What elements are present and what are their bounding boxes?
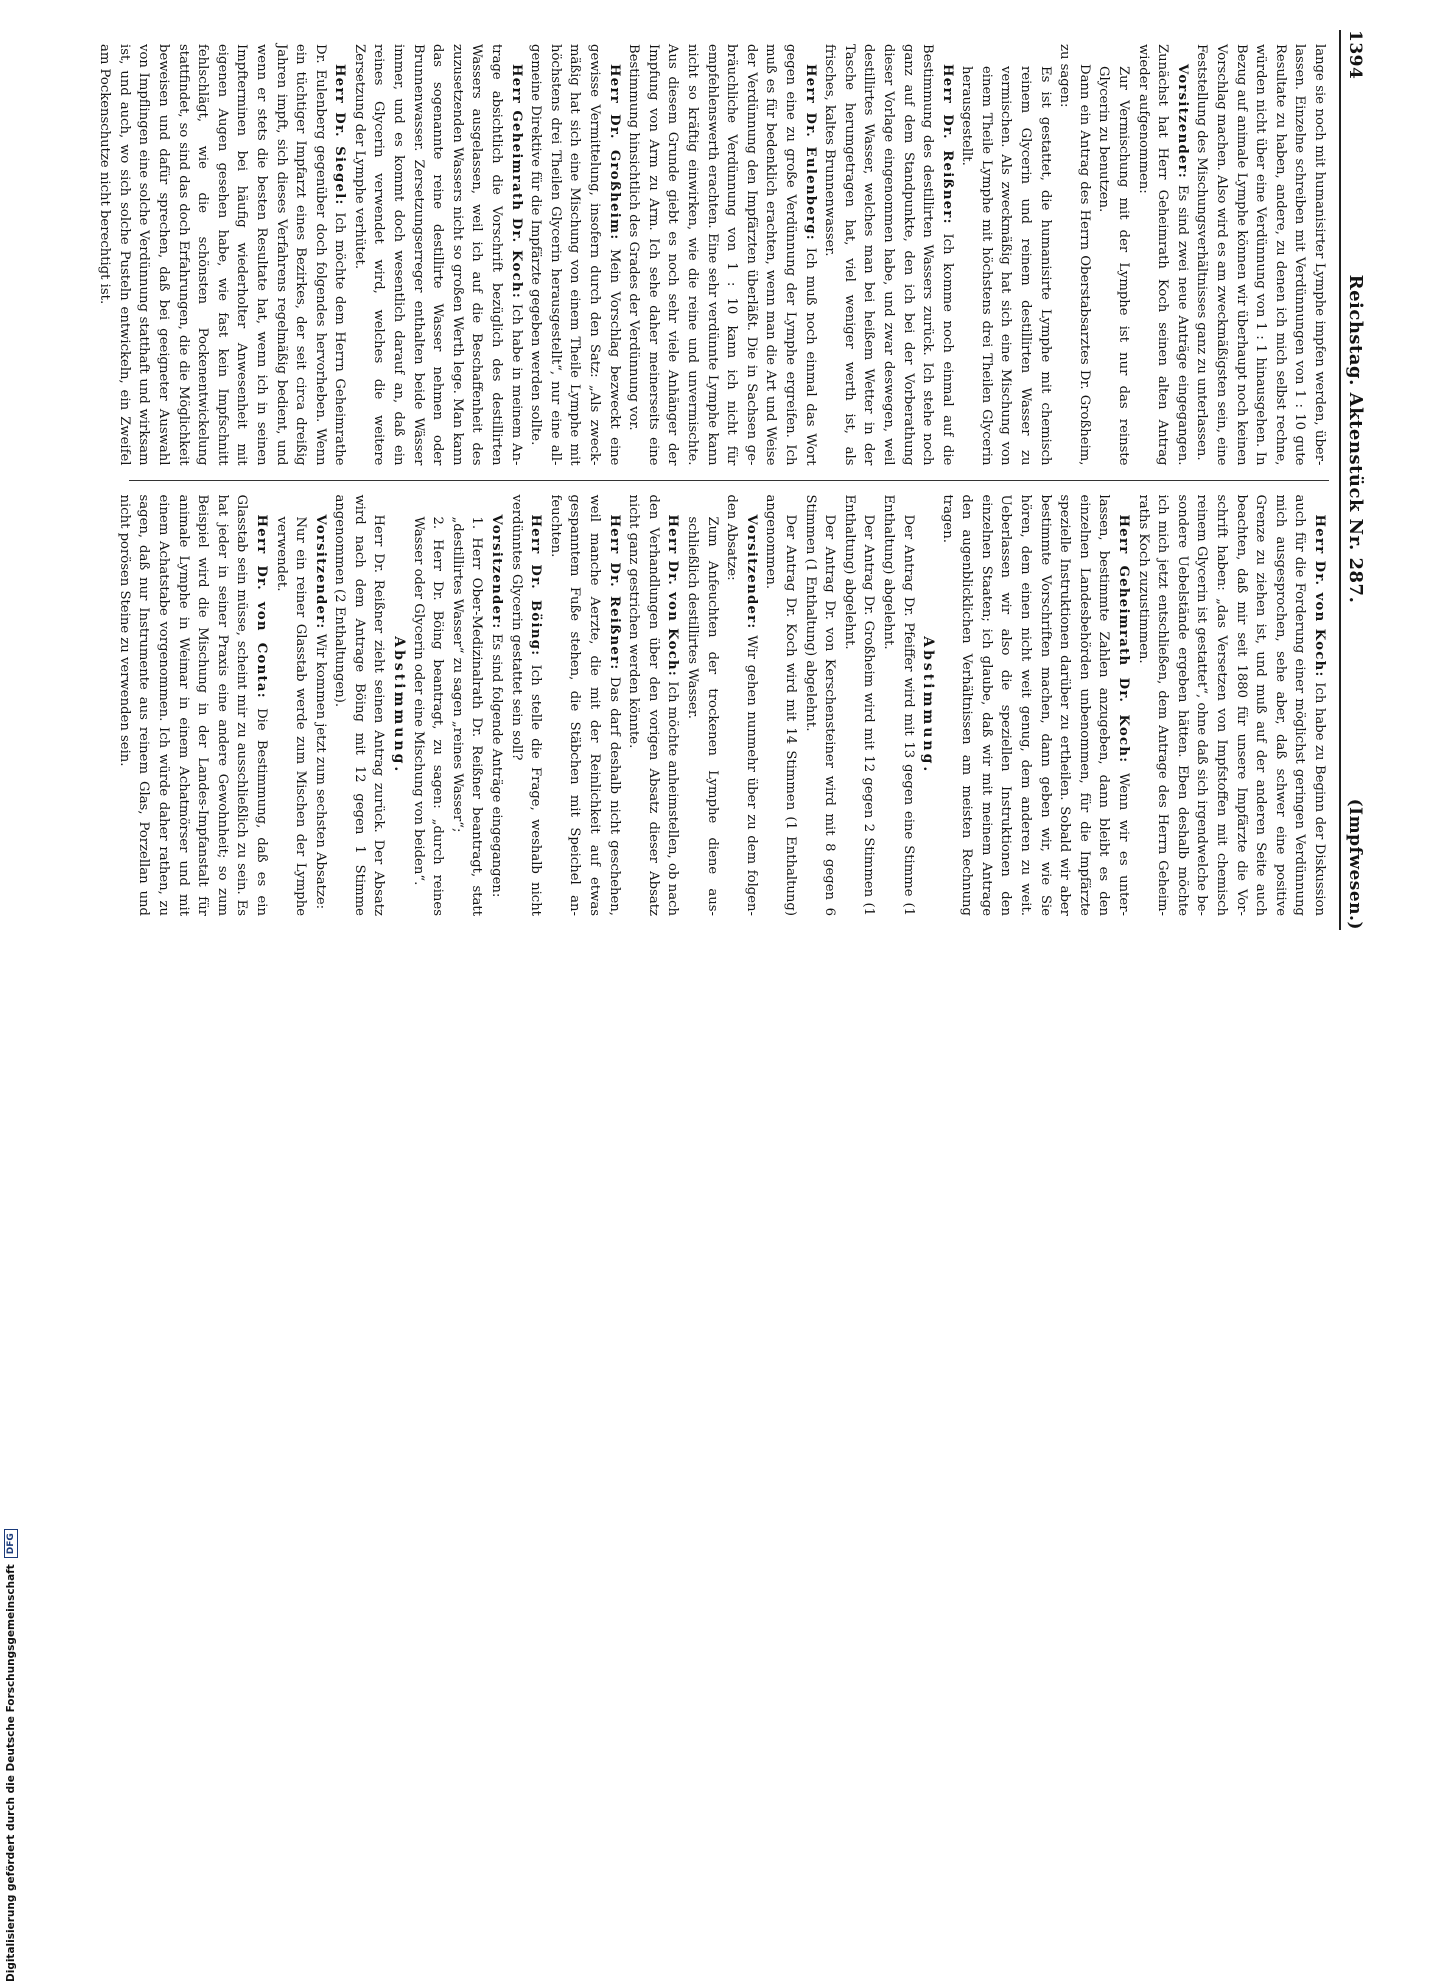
speaker-name: Vorsitzender: — [489, 514, 505, 630]
paragraph: Vorsitzender: Es sind zwei neue Anträge eingegangen. Zunächst hat Herr Geheimrath Koch seinen alten Antrag wieder aufgenommen: — [1135, 44, 1190, 466]
paragraph: Herr Dr. Reißner: Das darf deshalb nicht geschehen, weil manche Aerzte, die mit der Reinlichkeit auf etwas gespanntem Fuße stehen, die Stäbchen mit Speichel anfeuchten. — [547, 494, 622, 916]
quoted-motion: Zum Anfeuchten der trockenen Lymphe diene ausschließlich destillirtes Wasser. — [685, 516, 720, 916]
speaker-name: Herr Dr. Böing: — [528, 514, 544, 657]
speaker-name: Herr Dr. Großheim: — [606, 64, 622, 241]
paragraph: Der Antrag Dr. Pfeiffer wird mit 13 gegen eine Stimme (1 Enthaltung) abgelehnt. — [880, 494, 916, 916]
page-subtitle: (Impfwesen.) — [1345, 798, 1365, 930]
paragraph: Herr Geheimrath Dr. Koch: Ich habe in meinem Antrage absichtlich die Vorschrift bezüglich des destillirten Wassers ausgelassen, weil ich auf die Beschaffenheit des zuzusetzenden Wassers nicht so großen Werth lege. Man kann das sogenannte reine destillirte Wasser nehmen oder Brunnenwasser. Zersetzungserreger enthalten beide Wässer immer, und es kommt doch wesentlich darauf an, daß ein reines Glycerin verwendet wird, welches die weitere Zersetzung der Lymphe verhütet. — [351, 44, 524, 466]
paragraph: Vorsitzender: Wir kommen jetzt zum sechsten Absatze: — [312, 514, 328, 910]
page-number: 1394 — [1345, 30, 1365, 80]
page-header — [1339, 30, 1366, 930]
section-heading: Abstimmung. — [920, 636, 937, 775]
quoted-motion: Es ist gestattet, die humanisirte Lymphe mit chemisch reinem Glycerin und reinem destillirten Wasser zu vermischen. Als zweckmäßig hat sich eine Mischung von einem Theile Lymphe mit höchstens drei Theilen Glycerin herausgestellt. — [959, 66, 1053, 466]
speaker-name: Herr Dr. von Koch: — [665, 514, 681, 678]
speaker-name: Herr Dr. Siegel: — [332, 64, 348, 206]
paragraph: Herr Dr. von Conta: Die Bestimmung, daß es ein Glasstab sein müsse, scheint mir zu ausschließlich zu sein. Es hat jeder in seiner Praxis eine andere Gewohnheit; so zum Beispiel wird die Mischung in der Landes-Impfanstalt für animale Lymphe in Weimar in einem Achatmörser und mit einem Achatstabe vorgenommen. Ich würde daher rathen, zu sagen, daß nur Instrumente aus reinem Glas, Porzellan und nicht porösen Steine zu verwenden sein. — [116, 494, 269, 916]
speaker-name: Herr Dr. Reißner: — [939, 64, 955, 225]
speaker-name: Herr Geheimrath Dr. Koch: — [508, 64, 524, 299]
credit-text: Digitalisierung gefördert durch die Deutsche Forschungsgemeinschaft — [5, 1564, 17, 1982]
quoted-motion: Zur Vermischung mit der Lymphe ist nur das reinste Glycerin zu benutzen. — [1096, 66, 1132, 466]
paragraph: Dann ein Antrag des Herrn Oberstabsarztes Dr. Großheim, zu sagen: — [1057, 44, 1092, 466]
paragraph: Herr Dr. Reißner: Ich komme noch einmal auf die Bestimmung des destillirten Wassers zurück. Ich stehe noch ganz auf dem Standpunkte, den ich bei der Vorberathung dieser Vorlage eingenommen habe, und zwar deswegen, weil destillirtes Wasser, welches man bei heißem Wetter in der Tasche herumgetragen hat, viel weniger werth ist, als frisches, kaltes Brunnenwasser. — [822, 44, 955, 466]
list-item: 1. Herr Ober-Medizinalrath Dr. Reißner beantragt, statt „destillirtes Wasser“ zu sagen „reines Wasser“; — [449, 516, 485, 916]
paragraph: Herr Dr. Siegel: Ich möchte dem Herrn Geheimrathe Dr. Eulenberg gegenüber doch folgendes hervorheben. Wenn ein tüchtiger Impfarzt eines Bezirkes, der seit circa dreißig Jahren impft, sich dieses Verfahrens regelmäßig bedient, und wenn er stets die besten Resultate hat, wenn ich in seinen Impfterminen bei häufig wiederholter Anwesenheit mit eigenen Augen gesehen habe, wie fast kein Impfschnitt fehlschlägt, wie die schönsten Pockenentwickelung stattfindet, so sind das doch Erfahrungen, die die Möglichkeit beweisen und dafür sprechen, daß bei geeigneter Auswahl von Impflingen eine solche Verdünnung statthaft und wirksam ist, und auch, wo sich solche Pusteln entwickeln, ein Zweifel am Pockenschutze nicht berechtigt ist. — [97, 44, 348, 466]
speaker-name: Herr Dr. von Koch: — [1312, 514, 1327, 678]
speaker-name: Herr Dr. von Conta: — [253, 514, 269, 699]
paragraph: Der Antrag Dr. Großheim wird mit 12 gegen 2 Stimmen (1 Enthaltung) abgelehnt. — [841, 494, 877, 916]
section-heading: Abstimmung. — [391, 636, 408, 775]
paragraph: Vorsitzender: Es sind folgende Anträge eingegangen: — [489, 514, 505, 898]
left-column — [97, 30, 1329, 480]
paragraph: Herr Dr. Eulenberg: Ich muß noch einmal das Wort gegen eine zu große Verdünnung der Lymphe ergreifen. Ich muß es für bedenklich erachten, wenn man die Art und Weise der Verdünnung den Impfärzten überläßt. Die in Sachsen gebräuchliche Verdünnung von 1 : 10 kann ich nicht für empfehlenswerth erachten. Eine sehr verdünnte Lymphe kann nicht so kräftig einwirken, wie die reine und unvermischte. Aus diesem Grunde giebt es noch sehr viele Anhänger der Impfung von Arm zu Arm. Ich sehe daher meinerseits eine Bestimmung hinsichtlich des Grades der Verdünnung vor. — [626, 44, 818, 466]
paragraph: Der Antrag Dr. Koch wird mit 14 Stimmen (1 Enthaltung) angenommen. — [763, 494, 798, 916]
paragraph: Der Antrag Dr. von Kerschensteiner wird mit 8 gegen 6 Stimmen (1 Enthaltung) abgelehnt. — [802, 494, 838, 916]
quoted-motion: Nur ein reiner Glasstab werde zum Mischen der Lymphe verwendet. — [273, 516, 309, 916]
page-title: Reichstag. Aktenstück Nr. 287. — [1345, 274, 1366, 604]
paragraph: lange sie noch mit humanisirter Lymphe impfen werden, überlassen. Einzelne schreiben mit Verdünnungen von 1 : 10 gute Resultate zu haben, andere, zu denen ich mich selbst rechne, würden nicht über eine Verdünnung von 1 : 1 hinausgehen. In Bezug auf animale Lymphe können wir überhaupt noch keinen Vorschlag machen. Also wird es am zweckmäßigsten sein, eine Feststellung des Mischungsverhältnisses ganz zu unterlassen. — [1194, 44, 1327, 466]
paragraph: Herr Dr. von Koch: Ich habe zu Beginn der Diskussion auch für die Forderung einer möglichst geringen Verdünnung mich ausgesprochen, sehe aber, daß schwer eine positive Grenze zu ziehen ist, und muß auf der anderen Seite auch beachten, daß mir seit 1880 für unsere Impfärzte die Vorschrift haben: „das Versetzen von Impfstoffen mit chemisch reinem Glycerin ist gestattet“, ohne daß sich irgendwelche besondere Uebelstände ergeben hätten. Eben deshalb möchte ich mich jetzt entschließen, dem Antrage des Herrn Geheimraths Koch zuzustimmen. — [1135, 494, 1327, 917]
document-page — [97, 0, 1380, 960]
paragraph: Herr Geheimrath Dr. Koch: Wenn wir es unterlassen, bestimmte Zahlen anzugeben, dann bleibt es den einzelnen Landesbehörden unbenommen, für die Impfärzte spezielle Instruktionen darüber zu ertheilen. Sobald wir aber bestimmte Vorschriften machen, dann geben wir, wie Sie hören, dem einen nicht weit genug, dem anderen zu weit. Ueberlassen wir also die speziellen Instruktionen den einzelnen Staaten; ich glaube, daß wir mit meinem Antrage den augenblicklichen Verhältnissen am meisten Rechnung tragen. — [939, 494, 1132, 916]
text-columns — [97, 30, 1329, 930]
paragraph: Herr Dr. Böing: Ich stelle die Frage, weshalb nicht verdünntes Glycerin gestattet sein soll? — [508, 494, 544, 916]
paragraph: Herr Dr. Reißner zieht seinen Antrag zurück. Der Absatz wird nach dem Antrage Böing mit 12 gegen 1 Stimme angenommen (2 Enthaltungen). — [332, 494, 387, 916]
dfg-logo-icon: DFG — [4, 1529, 18, 1558]
speaker-name: Vorsitzender: — [312, 514, 328, 630]
paragraph: Vorsitzender: Wir gehen nunmehr über zu dem folgenden Absatze: — [724, 494, 759, 916]
list-item: 2. Herr Dr. Böing beantragt, zu sagen: „durch reines Wasser oder Glycerin oder eine Mischung von beiden“. — [410, 516, 446, 916]
paragraph: Herr Dr. Großheim: Mein Vorschlag bezweckt eine gewisse Vermittelung, insofern durch den Satz: „Als zweckmäßig hat sich eine Mischung von einem Theile Lymphe mit höchstens drei Theilen Glycerin herausgestellt“, nur eine allgemeine Direktive für die Impfärzte gegeben werden sollte. — [528, 44, 622, 466]
speaker-name: Herr Geheimrath Dr. Koch: — [1116, 514, 1132, 764]
right-column — [116, 480, 1329, 931]
speaker-name: Vorsitzender: — [743, 514, 759, 630]
digitization-credit — [2, 982, 20, 1982]
paragraph: Herr Dr. von Koch: Ich möchte anheimstellen, ob nach den Verhandlungen über den vorigen Absatz dieser Absatz nicht ganz gestrichen werden könnte. — [626, 494, 681, 916]
speaker-name: Herr Dr. Eulenberg: — [802, 64, 818, 241]
speaker-name: Vorsitzender: — [1174, 64, 1190, 180]
speaker-name: Herr Dr. Reißner: — [606, 514, 622, 671]
